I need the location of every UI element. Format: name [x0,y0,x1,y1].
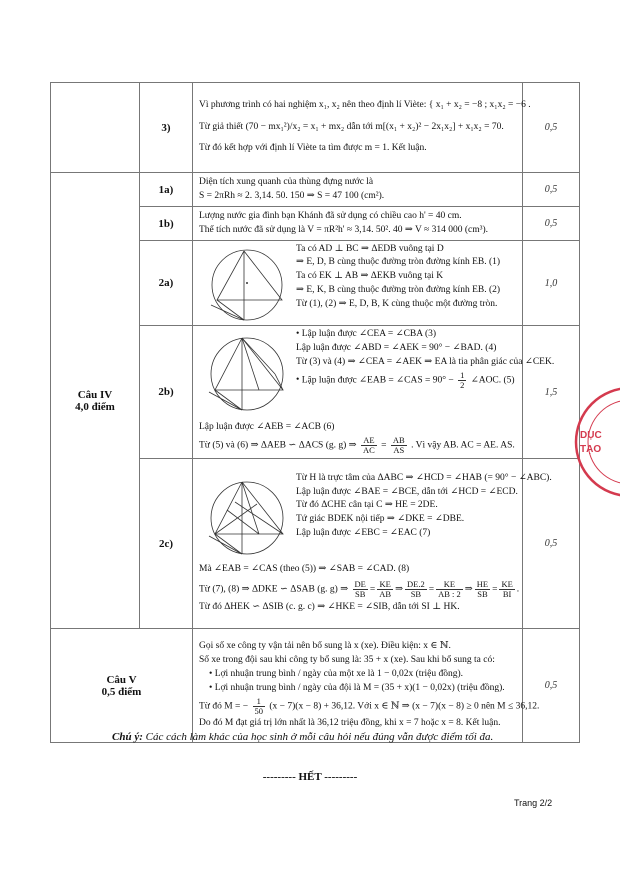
part-label: 3) [140,83,193,173]
frac-num: AB [392,435,405,446]
frac-num: 1 [460,369,465,380]
part-label: 1b) [140,207,193,241]
answer-line: Lập luận được ∠AEB = ∠ACB (6) [199,422,335,433]
answer-line: Diện tích xung quanh của thùng đựng nước là [199,176,374,187]
answer-cell [193,241,523,326]
answer-line: Từ giả thiết (70 − mx₁²)/x₂ = x₁ + mx₂ dẫn tới m[(x₁ + x₂)² − 2x₁x₂] + x₁x₂ = 70. [199,121,504,132]
answer-cell [193,629,540,743]
fraction [436,580,463,599]
frac-den: AC [362,444,375,455]
answer-line: Từ đó ΔHEK ∽ ΔSIB (c. g. c) ⇒ ∠HKE = ∠SIB, dẫn tới SI ⊥ HK. [199,602,460,613]
part-label: 2b) [140,326,193,459]
fraction [377,580,393,599]
answer-line: ⇒ E, D, B cùng thuộc đường tròn đường kính EB. (1) [296,257,501,268]
frac-num: KE [436,580,463,590]
row-q3 [51,83,580,173]
stamp-text: DỤC [580,430,602,441]
note-text: Các cách làm khác của học sinh ở mỗi câu hỏi nếu đúng vẫn được điểm tối đa. [145,731,494,743]
frac-num: DE [354,578,366,589]
answer-line: Số xe trong đội sau khi công ty bổ sung là: 35 + x (xe). Sau khi bổ sung ta có: [199,655,495,666]
score: 1,5 [523,326,580,459]
note [112,731,493,743]
answer-line: Lập luận được ∠BAE = ∠BCE, dẫn tới ∠HCD = ∠ECD. [296,486,518,497]
answer-line: Từ đó ΔCHE cân tại C ⇒ HE = 2DE. [296,500,438,511]
answer-line: Từ (3) và (4) ⇒ ∠CEA = ∠AEK ⇒ EA là tia phân giác của ∠CEK. [296,356,555,367]
frac-num: DE.2 [407,578,425,589]
answer-line: Từ (1), (2) ⇒ E, D, B, K cùng thuộc một đường tròn. [296,299,498,309]
answer-line: • Lợi nhuận trung bình / ngày của đội là M = (35 + x)(1 − 0,02x) (triệu đồng). [209,683,516,695]
frac-den: 50 [254,705,263,716]
part-label: 2a) [140,241,193,326]
stamp-text: TẠO [580,444,602,455]
answer-line: Ta có EK ⊥ AB ⇒ ΔEKB vuông tại K [296,271,444,282]
frac-den: SB [355,588,366,599]
frac-den: SB [477,588,488,599]
frac-num: HE [476,578,489,589]
answer-line: Từ H là trực tâm của ΔABC ⇒ ∠HCD = ∠HAB (= 90° − ∠ABC). [296,472,552,483]
question-points: 0,5 điểm [101,685,142,698]
answer-line: Mà ∠EAB = ∠CAS (theo (5)) ⇒ ∠SAB = ∠CAD. (8) [199,563,410,574]
answer-text: (x − 7)(x − 8) + 36,12. Với x ∈ ℕ ⇒ (x − 7)(x − 8) ≥ 0 nên M ≤ 36,12. [269,701,540,712]
page-number: Trang 2/2 [514,798,553,808]
answer-line: ⇒ E, K, B cùng thuộc đường tròn đường kính EB. (2) [296,285,501,296]
stamp-inner-ring [588,400,620,484]
row-q4-1a [51,173,580,207]
score: 0,5 [523,207,580,241]
answer-line: Lập luận được ∠EBC = ∠EAC (7) [296,528,431,539]
score: 1,0 [523,241,580,326]
frac-den: SB [410,588,422,599]
score: 0,5 [523,459,580,629]
note-label: Chú ý: [112,731,143,743]
answer-line: Tứ giác BDEK nội tiếp ⇒ ∠DKE = ∠DBE. [296,514,465,525]
answer-line: • Lập luận được ∠CEA = ∠CBA (3) [199,329,516,341]
group-label-q4 [51,173,140,629]
answer-cell [193,83,531,173]
answer-line [199,695,540,716]
frac-den: 2 [460,379,465,390]
fraction [475,580,490,599]
answer-line: • Lợi nhuận trung bình / ngày của một xe là 1 − 0,02x (triệu đồng). [209,669,516,681]
frac-den: BI [502,588,512,599]
frac-den: AS [393,444,405,455]
question-label: Câu IV [77,388,113,401]
frac-num: KE [501,578,513,589]
fraction [391,436,407,455]
score: 0,5 [523,629,580,743]
answer-cell [193,173,523,207]
geometry-figure-2a [197,245,292,325]
answer-text: Từ đó M = − [199,701,249,712]
frac-num: 1 [253,697,266,707]
answer-line: Từ (7), (8) ⇒ ΔDKE ∽ ΔSAB (g. g) ⇒ $\frac{DE}{SB}$ = $\frac{KE}{AB}$ ⇒ $\frac{DE.2}{SB}$ = $\frac{KE}{AB : 2}$ ⇒ $\frac{HE}{SB}$ = $\frac{KE}{BI}$ . [199,578,520,599]
part-label: 2c) [140,459,193,629]
answer-line: Do đó M đạt giá trị lớn nhất là 36,12 triệu đồng, khi x = 7 hoặc x = 8. Kết luận. [199,717,501,728]
answer-key-table [50,82,580,743]
frac-num: KE [377,580,393,590]
official-seal-stamp [568,382,620,502]
score: 0,5 [523,83,580,173]
question-label: Câu V [106,673,137,686]
end-marker: --------- HẾT --------- [262,771,358,783]
answer-line: Ta có AD ⊥ BC ⇒ ΔEDB vuông tại D [296,243,444,254]
fraction-half [458,371,466,390]
fraction [499,580,514,599]
answer-text: ∠AOC. (5) [470,375,515,386]
answer-cell [193,207,523,241]
answer-text: Lập luận được ∠EAB = ∠CAS = 90° − [301,375,454,386]
geometry-figure-2c [197,474,292,562]
answer-line: Vì phương trình có hai nghiệm x₁, x₂ nên theo định lí Viète: { x₁ + x₂ = −8 ; x₁x₂ = −6 . [199,99,531,110]
frac-den: AB [379,588,392,599]
fraction [253,697,266,716]
frac-den: AB : 2 [438,588,461,599]
answer-line: Lập luận được ∠ABD = ∠AEK = 90° − ∠BAD. (4) [296,343,497,354]
fraction [353,580,368,599]
answer-text: Từ (7), (8) ⇒ ΔDKE ∽ ΔSAB (g. g) ⇒ [199,584,349,595]
part-label: 1a) [140,173,193,207]
answer-line: Thể tích nước đã sử dụng là V = πR²h' ≈ 3,14. 50². 40 ⇒ V ≈ 314 000 (cm³). [199,224,489,235]
answer-line: S = 2πRh ≈ 2. 3,14. 50. 150 ⇒ S = 47 100 (cm²). [199,190,385,201]
frac-num: AE [361,436,377,446]
answer-text: = [381,440,387,451]
group-label-q5 [51,629,193,743]
fraction [405,580,427,599]
fraction [361,436,377,455]
geometry-figure-2b [197,330,292,418]
row-q5 [51,629,580,743]
answer-text: Từ (5) và (6) ⇒ ΔAEB ∽ ΔACS (g. g) ⇒ [199,440,357,451]
answer-line: Lượng nước gia đình bạn Khánh đã sử dụng có chiều cao h' = 40 cm. [199,210,462,221]
answer-text: . Vì vậy AB. AC = AE. AS. [411,440,515,451]
answer-line: Từ đó kết hợp với định lí Viète ta tìm được m = 1. Kết luận. [199,143,427,154]
question-points: 4,0 điểm [75,400,115,413]
score: 0,5 [523,173,580,207]
answer-line: Gọi số xe công ty vận tải nên bổ sung là x (xe). Điều kiện: x ∈ ℕ. [199,641,451,652]
group-cell-prev [51,83,140,173]
answer-line [199,436,516,455]
stamp-outer-ring [576,388,620,496]
